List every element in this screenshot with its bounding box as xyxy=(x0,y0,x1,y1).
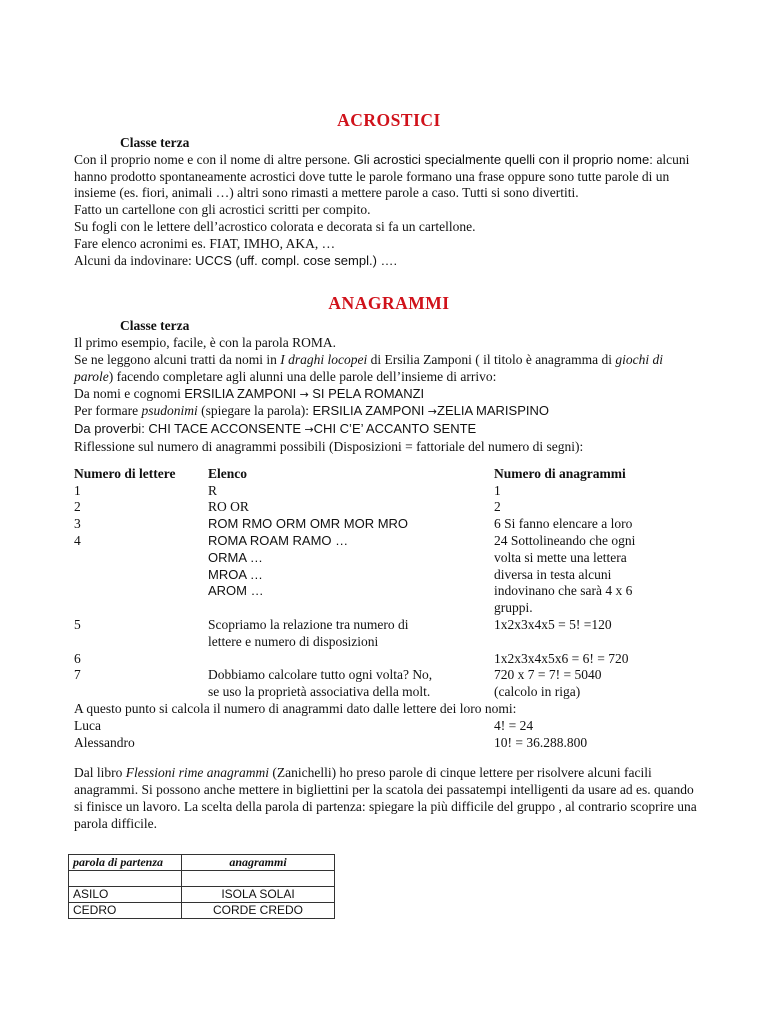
value-cell: 10! = 36.288.800 xyxy=(494,734,588,750)
table-cell: 3 xyxy=(74,516,81,532)
text-span: Con il proprio nome e con il nome di altre persone. xyxy=(74,151,354,167)
table-cell: 1 xyxy=(74,482,81,498)
table-cell: MROA … xyxy=(208,566,263,582)
anagram-examples-table xyxy=(68,854,335,919)
table-cell xyxy=(74,634,208,651)
column-header: anagrammi xyxy=(182,855,335,871)
after-table-line: A questo punto si calcola il numero di anagrammi dato dalle lettere dei loro nomi: xyxy=(74,700,517,716)
table-cell: 6 xyxy=(74,650,81,666)
text-span: CHI TACE ACCONSENTE xyxy=(148,421,302,437)
table-cell xyxy=(74,567,208,584)
acrostici-paragraph-3: Su fogli con le lettere dell’acrostico colorata e decorata si fa un cartellone. xyxy=(74,218,476,234)
italic-word: psudonimi xyxy=(141,403,198,419)
text-span: ERSILIA ZAMPONI xyxy=(312,403,425,419)
table-cell xyxy=(74,684,208,701)
book-paragraph xyxy=(74,765,704,832)
acrostici-subtitle: Classe terza xyxy=(120,135,190,150)
table-header: Elenco xyxy=(208,465,247,481)
table-cell: (calcolo in riga) xyxy=(494,684,581,700)
table-cell xyxy=(69,871,182,887)
table-cell xyxy=(494,634,704,651)
table-cell xyxy=(182,871,335,887)
column-header: parola di partenza xyxy=(69,855,182,871)
value-cell: 4! = 24 xyxy=(494,717,534,733)
text-span: UCCS (uff. compl. cose sempl.) …. xyxy=(195,252,398,268)
anagrammi-line-6: Riflessione sul numero di anagrammi possibili (Disposizioni = fattoriale del numero di segni): xyxy=(74,438,584,454)
table-cell: 1x2x3x4x5x6 = 6! = 720 xyxy=(494,650,629,666)
name-cell: Alessandro xyxy=(74,734,135,750)
anagrammi-title: ANAGRAMMI xyxy=(328,293,450,314)
arrow-icon: → xyxy=(304,423,314,437)
italic-phrase: giochi di parole xyxy=(74,351,664,384)
table-cell: 720 x 7 = 7! = 5040 xyxy=(494,667,602,683)
text-span: di Ersilia Zamponi ( il titolo è anagramma di xyxy=(367,351,616,367)
acrostici-paragraph-5 xyxy=(74,253,704,270)
table-cell: ISOLA SOLAI xyxy=(182,887,335,903)
anagrammi-line-2 xyxy=(74,352,704,386)
table-row xyxy=(69,903,335,919)
table-row xyxy=(69,855,335,871)
table-cell: 24 Sottolineando che ogni xyxy=(494,532,636,548)
table-cell: gruppi. xyxy=(494,600,533,616)
anagrammi-line-4 xyxy=(74,403,704,421)
text-span: Se ne leggono alcuni tratti da nomi in xyxy=(74,351,281,367)
name-cell: Luca xyxy=(74,717,101,733)
table-cell: 2 xyxy=(494,499,501,515)
table-cell: 1 xyxy=(494,482,501,498)
table-cell: Dobbiamo calcolare tutto ogni volta? No, xyxy=(208,667,433,683)
anagrammi-line-1: Il primo esempio, facile, è con la parola ROMA. xyxy=(74,335,337,351)
table-cell: RO OR xyxy=(208,499,249,515)
table-cell: 4 xyxy=(74,532,81,548)
book-title: Flessioni rime anagrammi xyxy=(125,765,269,781)
table-cell: lettere e numero di disposizioni xyxy=(208,633,379,649)
table-header: Numero di lettere xyxy=(74,465,176,481)
table-row xyxy=(69,887,335,903)
text-span: Alcuni da indovinare: xyxy=(74,252,196,268)
table-cell: Scopriamo la relazione tra numero di xyxy=(208,616,409,632)
table-cell: se uso la proprietà associativa della molt. xyxy=(208,684,431,700)
text-span: Da proverbi: xyxy=(74,421,149,437)
table-cell: 7 xyxy=(74,667,81,683)
table-cell: CEDRO xyxy=(69,903,182,919)
table-cell: 2 xyxy=(74,499,81,515)
names-table xyxy=(74,718,704,752)
table-header: Numero di anagrammi xyxy=(494,465,626,481)
text-span: alcuni hanno prodotto spontaneamente acrostici dove tutte le parole formano una frase oppure sono tutte parole di un insieme (es. fiori, animali …) altri sono rimasti a mettere parole a caso. Tutti si sono divertiti. xyxy=(74,151,690,201)
text-span: Gli acrostici specialmente quelli con il proprio nome: xyxy=(353,151,657,167)
arrow-icon: → xyxy=(299,387,309,401)
acrostici-paragraph-4: Fare elenco acronimi es. FIAT, IMHO, AKA, … xyxy=(74,235,336,251)
arrow-icon: → xyxy=(427,405,438,419)
text-span: (Zanichelli) ho preso parole di cinque lettere per risolvere alcuni facili anagrammi. Si possono anche mettere in bigliettini per la scatola dei passatempi intelligenti da usare ad es. quando si finisce un lavoro. La scelta della parola di partenza: spiegare la più difficile del gruppo , al contrario scoprire una parola difficile. xyxy=(74,765,697,831)
table-cell: 6 Si fanno elencare a loro xyxy=(494,516,633,532)
table-cell: ROMA ROAM RAMO … xyxy=(208,532,349,548)
anagrammi-line-3 xyxy=(74,386,704,404)
table-row xyxy=(69,871,335,887)
table-cell: ASILO xyxy=(69,887,182,903)
table-cell: volta si mette una lettera xyxy=(494,549,627,565)
table-cell: ORMA … xyxy=(208,549,263,565)
acrostici-title: ACROSTICI xyxy=(337,110,441,130)
book-title: I draghi locopei xyxy=(280,351,368,367)
table-cell: 1x2x3x4x5 = 5! =120 xyxy=(494,616,612,632)
table-cell: CORDE CREDO xyxy=(182,903,335,919)
table-cell xyxy=(74,550,208,567)
table-cell: ROM RMO ORM OMR MOR MRO xyxy=(208,516,409,532)
table-cell: 5 xyxy=(74,616,81,632)
table-cell xyxy=(208,651,494,668)
text-span: Da nomi e cognomi xyxy=(74,385,185,401)
acrostici-paragraph-1 xyxy=(74,152,704,202)
anagram-count-table xyxy=(74,466,704,701)
text-span: SI PELA ROMANZI xyxy=(312,385,425,401)
text-span: Per formare xyxy=(74,403,142,419)
text-span: CHI C’E’ ACCANTO SENTE xyxy=(313,421,477,437)
table-cell: diversa in testa alcuni xyxy=(494,566,612,582)
table-cell xyxy=(74,583,208,600)
document-page xyxy=(74,110,704,919)
text-span: Dal libro xyxy=(74,765,126,781)
table-cell: AROM … xyxy=(208,583,264,599)
anagrammi-line-5 xyxy=(74,421,704,439)
text-span: ZELIA MARISPINO xyxy=(437,403,549,419)
table-cell: R xyxy=(208,482,218,498)
table-cell xyxy=(208,600,494,617)
anagrammi-subtitle: Classe terza xyxy=(120,318,190,334)
text-span: (spiegare la parola): xyxy=(197,403,313,419)
text-span: ERSILIA ZAMPONI xyxy=(184,385,297,401)
table-cell: indovinano che sarà 4 x 6 xyxy=(494,583,633,599)
acrostici-paragraph-2: Fatto un cartellone con gli acrostici scritti per compito. xyxy=(74,202,371,218)
table-cell xyxy=(74,600,208,617)
text-span: ) facendo completare agli alunni una delle parole dell’insieme di arrivo: xyxy=(108,368,497,384)
